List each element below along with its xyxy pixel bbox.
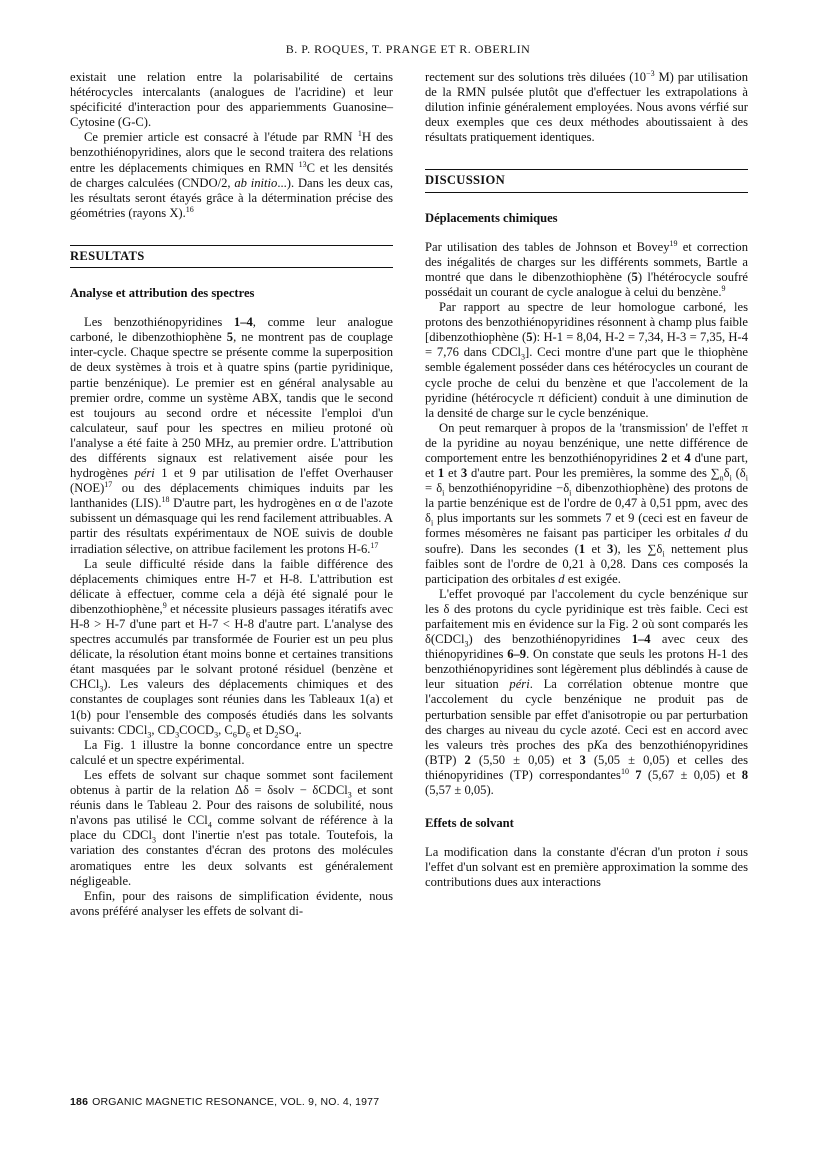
- right-column: [425, 70, 748, 891]
- continued-paragraph: rectement sur des solutions très diluées ($10^{-3}$ M) par utilisation de la RMN pulsée plutôt que d'effectuer les extrapolations à dilution infinie généralement employées. Nous avons vérfié sur deux exemples que ces deux méthodes aboutissaient à des résultats pratiquement identiques.: [425, 68, 749, 145]
- discussion-paragraph-4: L'effet provoqué par l'accolement du cycle benzénique sur les δ des protons du cycle pyridinique est très faible. Ceci est parfaitement mis en évidence sur la Fig. 2 où sont comparés les δ(CDCl$_3$) des benzothiénopyridines 1–4 avec ceux des thiénopyridines 6–9. On constate que seuls les protons H-1 des benzothiénopyridines sont légèrement plus déblindés à cause de leur situation péri. La corrélation obtenue montre que l'accolement du cycle benzénique ne produit pas de perturbation sensible par effet d'anisotropie ou par perturbation des charges au niveau du cycle azoté. Ceci est en accord avec les valeurs très proches des pKa des benzothiénopyridines (BTP) 2 (5,50 ± 0,05) et 3 (5,05 ± 0,05) et celles des thiénopyridines (TP) correspondantes$^{10}$ 7 (5,67 ± 0,05) et 8 (5,57 ± 0,05).: [425, 586, 749, 798]
- journal-citation: ORGANIC MAGNETIC RESONANCE, VOL. 9, NO. 4, 1977: [92, 1096, 380, 1108]
- resultats-paragraph-3: La Fig. 1 illustre la bonne concordance entre un spectre calculé et un spectre expérimental.: [70, 737, 393, 767]
- resultats-paragraph-4: Les effets de solvant sur chaque sommet sont facilement obtenus à partir de la relation Δδ = δsolv − δCDCl$_3$ et sont réunis dans le Tableau 2. Pour des raisons de solubilité, nous n'avons pas utilisé le CCl$_4$ comme solvant de référence à la place du CDCl$_3$ dont l'inertie n'est pas totale. Toutefois, la variation des constantes d'écran des protons des molécules aromatiques entre les deux solvants est généralement négligeable.: [70, 767, 394, 888]
- discussion-paragraph-1: Par utilisation des tables de Johnson et Bovey$^{19}$ et correction des inégalités de charges sur les différents sommets, Bartle a montré que dans le dibenzothiophène (5) l'hétérocycle soufré possédait un courant de cycle analogue à celui du benzène.$^9$: [425, 238, 749, 299]
- running-head: B. P. ROQUES, T. PRANGE ET R. OBERLIN: [285, 42, 531, 56]
- page-footer: [70, 1096, 379, 1108]
- intro-paragraph-2: Ce premier article est consacré à l'étude par RMN $^1$H des benzothiénopyridines, alors que le second traitera des relations entre les déplacements chimiques en RMN $^{13}$C et les densités de charges calculées (CNDO/2, ab initio...). Dans les deux cas, les résultats seront étayés grâce à la détermination précise des géométries (rayons X).$^{16}$: [70, 129, 394, 220]
- page-number: 186: [70, 1096, 89, 1108]
- section-heading-discussion: DISCUSSION: [425, 169, 748, 192]
- solvant-paragraph-1: La modification dans la constante d'écran d'un proton i sous l'effet d'un solvant est en première approximation la somme des contributions dues aux interactions: [425, 845, 748, 890]
- discussion-paragraph-2: Par rapport au spectre de leur homologue carboné, les protons des benzothiénopyridines résonnent à champ plus faible [dibenzothiophène (5): H-1 = 8,04, H-2 = 7,34, H-3 = 7,35, H-4 = 7,76 dans CDCl$_3$]. Ceci montre d'une part que le thiophène semble également posséder dans ces hétérocycles un courant de cycle proche de celui du benzène et que l'accolement de la pyridine (hétérocycle π déficient) conduit à une diminution de la densité de charge sur le cycle benzénique.: [425, 300, 748, 420]
- resultats-paragraph-1: Les benzothiénopyridines 1–4, comme leur analogue carboné, le dibenzothiophène 5, ne montrent pas de couplage inter-cycle. Chaque spectre se présente comme la superposition de deux systèmes à trois et à quatre spins (partie pyridinique, partie benzénique). Le premier est en général analysable au premier ordre, comme un système ABX, tandis que le second est toujours au second ordre et nécessite l'emploi d'un calculateur, sauf pour les spectres en milieu protoné où l'analyse a été faite à 250 MHz, au premier ordre. L'attribution des différents signaux est relativement aisée pour les hydrogènes péri 1 et 9 par utilisation de l'effet Overhauser (NOE)$^{17}$ ou des déplacements chimiques induits par les lanthanides (LIS).$^{18}$ D'autre part, les hydrogènes en α de l'azote subissent un démasquage qui les rend facilement attribuables. A partir des résultats expérimentaux de NOE suivis de double irradiation sélective, on attribue facilement les protons H-6.17: [70, 315, 394, 556]
- subheading-analyse: Analyse et attribution des spectres: [70, 286, 255, 301]
- resultats-paragraph-5: Enfin, pour des raisons de simplification évidente, nous avons préféré analyser les effets de solvant di-: [70, 888, 393, 918]
- subheading-deplacements: Déplacements chimiques: [425, 210, 558, 225]
- discussion-paragraph-3: On peut remarquer à propos de la 'transmission' de l'effet π de la pyridine au noyau benzénique, une nette différence de comportement entre les benzothiénopyridines 2 et 4 d'une part, et 1 et 3 d'autre part. Pour les premières, la somme des $\sum_n\delta_i$ ($\delta_i = \delta_i$ benzothiénopyridine $-\delta_i$ dibenzothiophène) des protons de la partie benzénique est de l'ordre de 0,47 à 0,51 ppm, avec des $\delta_i$ plus importants sur les sommets 7 et 9 (ceci est en faveur de formes mésomères ne faisant pas participer les orbitales d du soufre). Dans les secondes (1 et 3), les $\sum\delta_i$ nettement plus faibles sont de l'ordre de 0,21 à 0,28. Dans ces composés la participation des orbitales d est exigée.: [425, 420, 749, 586]
- resultats-paragraph-2: La seule difficulté réside dans la faible différence des déplacements chimiques entre H-7 et H-8. L'attribution est délicate à effectuer, comme cela a déjà été signalé pour le dibenzothiophène,$^9$ et nécessite plusieurs passages itératifs avec H-8 > H-7 d'une part et H-7 < H-8 d'autre part. L'analyse des spectres accumulés par transformée de Fourier est un peu plus délicate, la résolution étant moins bonne et certaines transitions étant masquées par le solvant protoné résiduel (benzène et CHCl$_3$). Les valeurs des déplacements chimiques et des constantes de couplages sont réunies dans les Tableaux 1(a) et 1(b) pour l'ensemble des composés étudiés dans les solvants suivants: CDCl$_3$, $CD_3COCD_3$, $C_6D_6$ et $D_2SO_4$.: [70, 556, 393, 740]
- left-column: [70, 70, 393, 919]
- subheading-solvant: Effets de solvant: [425, 816, 514, 831]
- section-heading-resultats: RESULTATS: [70, 245, 393, 268]
- intro-paragraph-1: existait une relation entre la polarisabilité de certains hétérocycles intercalants (analogues de l'acridine) et leur spécificité d'interaction pour des appariemments Guanosine–Cytosine (G-C).: [70, 70, 393, 130]
